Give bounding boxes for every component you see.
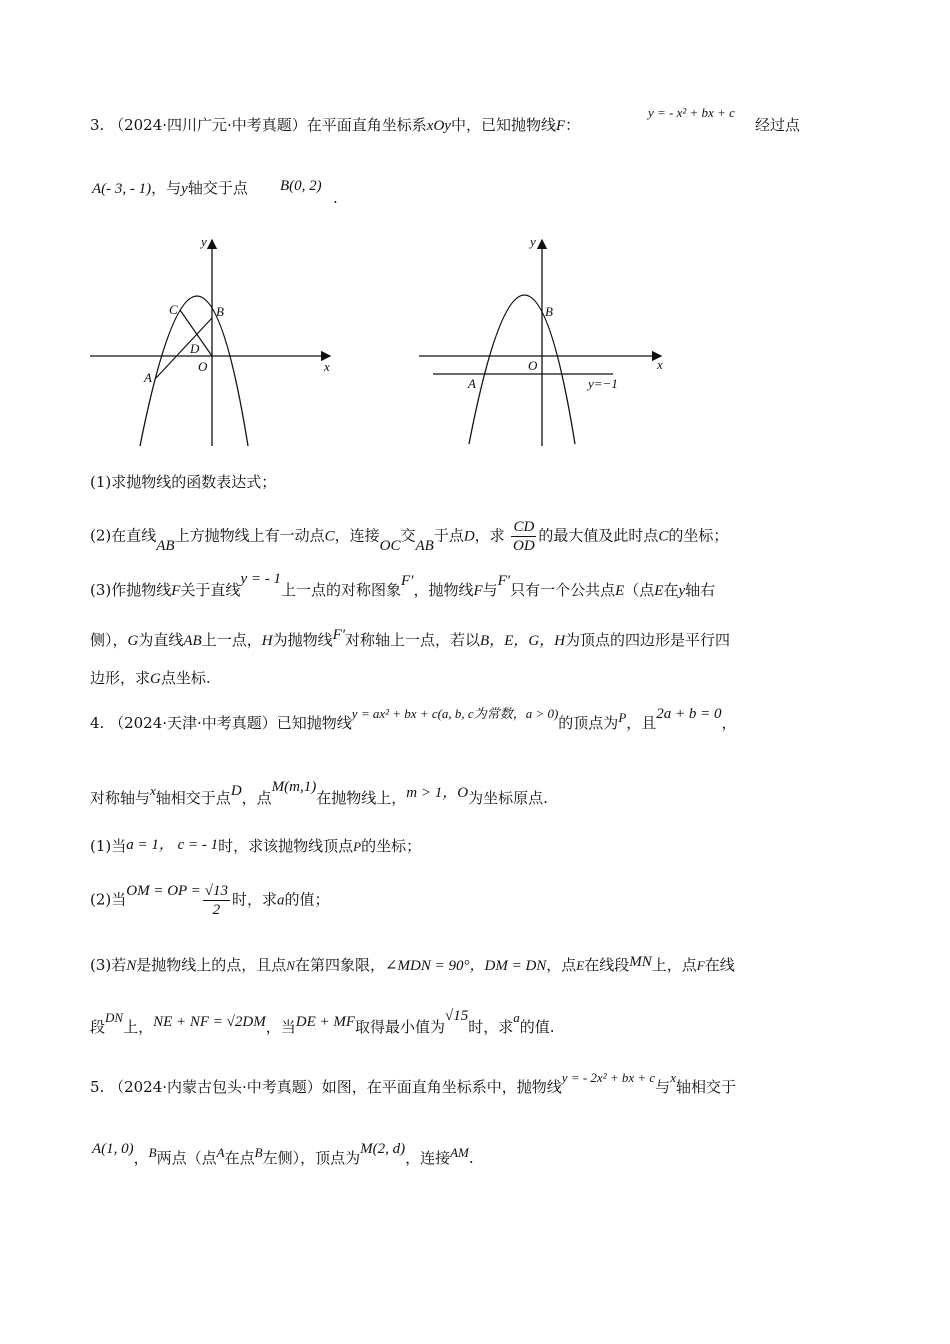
q5-line1: 5. （2024·内蒙古包头·中考真题）如图，在平面直角坐标系中，抛物线y = - 2x² + bx + c与x轴相交于 [90,1070,736,1096]
q4-part1: (1)当a = 1， c = - 1时，求该抛物线顶点P的坐标； [90,837,422,855]
label-o: O [528,358,538,373]
q3-parabola-equation: y = - x² + bx + c [648,105,735,120]
q3-line2-end: . [333,189,338,207]
point-a: A(- 3, - 1) [92,181,152,197]
q3-part3-line1: (3)作抛物线F关于直线y = - 1上一点的对称图象F′，抛物线F与F′只有一个公共点E（点E在y轴右 [90,571,716,599]
label-x: x [657,357,663,372]
label-c: C [169,302,178,317]
label-y: y [201,234,207,249]
q4-line2: 对称轴与x轴相交于点D，点M(m,1)在抛物线上，m > 1，O为坐标原点. [90,779,548,807]
q3-line2: A(- 3, - 1)，与y轴交于点 [92,179,248,197]
q3-part2: (2)在直线AB上方抛物线上有一动点C，连接OC交AB于点D，求 $\frac{CD}{OD}$ 的最大值及此时点C的坐标； [90,519,729,554]
label-b: B [545,304,553,319]
parabola [469,295,575,444]
parabola [140,296,248,446]
q4-part2: (2)当OM = OP = $\frac{√13}{2}$ 时，求a的值； [90,882,330,918]
q4-part3-line1: (3)若N是抛物线上的点，且点N在第四象限，∠MDN = 90°，DM = DN，点E在线段MN上，点F在线 [90,954,735,974]
q3-part3-line2: 侧），G为直线AB上一点，H为抛物线F′对称轴上一点，若以B，E，G，H为顶点的四边形是平行四 [90,627,731,649]
label-a: A [144,370,152,385]
fraction-sqrt13-over-2: $\frac{√13}{2}$ [204,883,229,918]
q3-part1: (1)求抛物线的函数表达式； [90,473,277,491]
q3-part3-line3: 边形，求G点坐标. [90,669,211,687]
label-y-eq-minus-1: y=−1 [588,376,618,391]
q5-line2: A(1, 0)，B两点（点A在点B左侧），顶点为M(2, d)，连接AM. [92,1141,474,1167]
label-x: x [324,359,330,374]
label-b: B [216,304,224,319]
q4-line1: 4. （2024·天津·中考真题）已知抛物线y = ax² + bx + c(a, b, c为常数，a > 0)的顶点为P，且2a + b = 0， [90,706,737,732]
label-d: D [190,341,200,356]
label-o: O [198,359,208,374]
figure-2 [415,232,670,454]
q3-line1-end: 经过点 [755,116,801,134]
q3-line1: 3. （2024·四川广元·中考真题）在平面直角坐标系xOy中，已知抛物线F： [90,116,581,134]
point-a-q5: A(1, 0) [92,1141,134,1157]
label-y: y [530,234,536,249]
point-b: B(0, 2) [280,178,322,194]
q4-part3-line2: 段DN上，NE + NF = √2DM，当DE + MF取得最小值为√15时，求a的值. [90,1008,555,1036]
point-m: M(2, d) [360,1141,406,1157]
fraction-cd-od: $\frac{CD}{OD}$ [513,519,535,554]
label-a: A [468,376,476,391]
figure-1 [88,232,338,454]
